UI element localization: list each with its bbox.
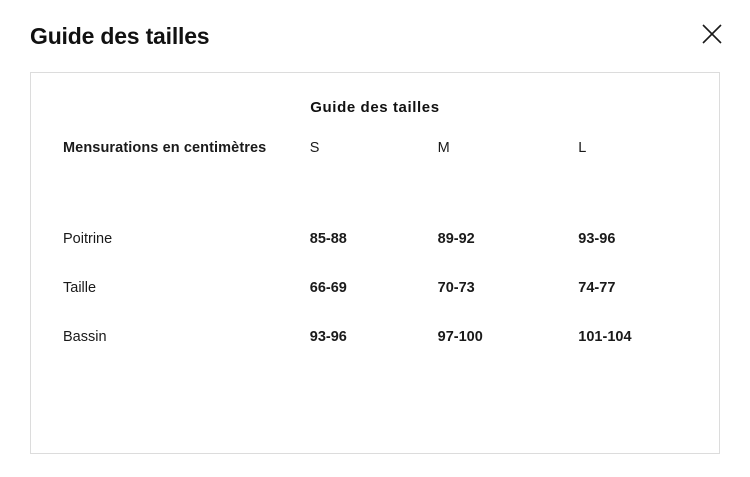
table-row	[31, 264, 719, 313]
table-row	[31, 313, 719, 362]
cell-bassin-m: 97-100	[437, 329, 483, 345]
close-icon[interactable]	[696, 18, 728, 50]
row-label-bassin: Bassin	[63, 329, 107, 345]
cell-taille-s: 66-69	[309, 280, 347, 296]
column-header-measurements: Mensurations en centimètres	[63, 140, 267, 156]
size-table	[31, 73, 719, 362]
size-table-caption: Guide des tailles	[310, 99, 440, 116]
size-table-body	[31, 171, 719, 362]
row-label-taille: Taille	[63, 280, 97, 296]
size-table-container	[30, 72, 720, 454]
page-title: Guide des tailles	[30, 23, 210, 49]
row-label-poitrine: Poitrine	[63, 231, 113, 247]
cell-poitrine-s: 85-88	[309, 231, 347, 247]
close-icon-glyph	[700, 22, 724, 46]
table-row	[31, 213, 719, 264]
column-header-s: S	[309, 140, 320, 156]
size-table-head	[31, 126, 719, 171]
table-spacer-row	[31, 171, 719, 213]
cell-poitrine-l: 93-96	[578, 231, 616, 247]
cell-taille-l: 74-77	[578, 280, 616, 296]
table-header-row	[31, 126, 719, 171]
column-header-l: L	[578, 140, 587, 156]
cell-bassin-l: 101-104	[578, 329, 632, 345]
cell-taille-m: 70-73	[437, 280, 475, 296]
cell-poitrine-m: 89-92	[437, 231, 475, 247]
column-header-m: M	[437, 140, 450, 156]
modal-header	[0, 0, 750, 52]
cell-bassin-s: 93-96	[309, 329, 347, 345]
